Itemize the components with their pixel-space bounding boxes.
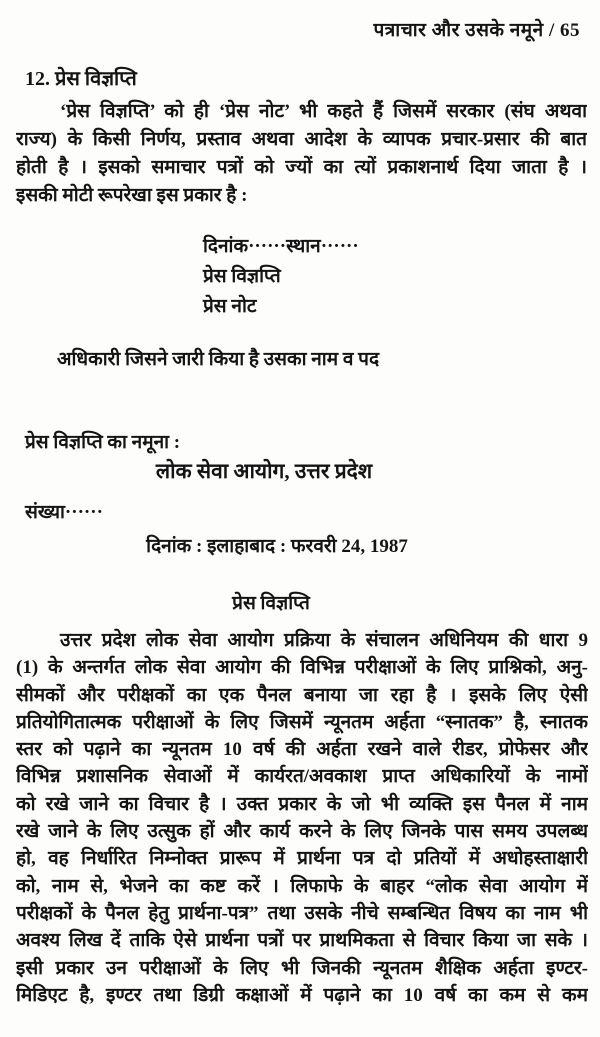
body-line: (1) के अन्तर्गत लोक सेवा आयोग की विभिन्न परीक्षाओं के लिए प्राश्निको, अनु- [16, 657, 588, 679]
body-line: हो, वह निर्धारित निम्नोक्त प्रारूप में प्रार्थना पत्र दो प्रतियों में अधोहस्ताक्षारी [16, 848, 588, 870]
number-line: संख्या······ [25, 502, 103, 523]
body-line: विभिन्न प्रशासनिक सेवाओं में कार्यरत/अवकाश प्राप्त अधिकारियों के नामों [16, 766, 588, 788]
officer-name-line: अधिकारी जिसने जारी किया है उसका नाम व पद [57, 349, 380, 370]
body-line: मिडिएट है, इण्टर तथा डिग्री कक्षाओं में पढ़ाने का 10 वर्ष का कम से कम [16, 984, 588, 1006]
body-line: सीमकों और परीक्षकों का एक पैनल बनाया जा रहा है । इसके लिए ऐसी [16, 684, 588, 706]
intro-line: होती है । इसको समाचार पत्रों को ज्यों का त्यों प्रकाशनार्थ दिया जाता है । [16, 157, 587, 178]
organization-title: लोक सेवा आयोग, उत्तर प्रदेश [155, 459, 373, 483]
body-line: उत्तर प्रदेश लोक सेवा आयोग प्रक्रिया के संचालन अधिनियम की धारा 9 [60, 630, 588, 651]
body-line: प्रतियोगितात्मक परीक्षाओं के लिए जिसमें न्यूनतम अर्हता “स्नातक” है, स्नातक [16, 711, 588, 733]
outline-line-press-note: प्रेस नोट [203, 296, 257, 317]
body-line: इसी प्रकार उन परीक्षाओं के लिए भी जिनकी न्यूनतम शैक्षिक अर्हता इण्टर- [16, 957, 588, 979]
intro-line: राज्य) के किसी निर्णय, प्रस्ताव अथवा आदेश के व्यापक प्रचार-प्रसार की बात [16, 129, 587, 150]
body-line: को, नाम से, भेजने का कष्ट करें । लिफाफे के बाहर “लोक सेवा आयोग में [16, 875, 588, 897]
outline-line-press-vigyapti: प्रेस विज्ञप्ति [203, 266, 281, 287]
outline-line-date-place: दिनांक······स्थान······ [203, 236, 359, 257]
body-line: रखे जाने के लिए उत्सुक हों और कार्य करने के लिए जिनके पास समय उपलब्ध [16, 821, 588, 843]
body-line: अवश्य लिख दें ताकि ऐसे प्रार्थना पत्रों पर प्राथमिकता से विचार किया जा सके । [16, 930, 588, 952]
press-release-body [16, 627, 588, 1009]
intro-line: इसकी मोटी रूपरेखा इस प्रकार है : [16, 185, 248, 206]
sample-label: प्रेस विज्ञप्ति का नमूना : [25, 432, 181, 453]
page-header: पत्राचार और उसके नमूने / 65 [373, 20, 580, 41]
body-line: स्तर को पढ़ाने का न्यूनतम 10 वर्ष की अर्हता रखने वाले रीडर, प्रोफेसर और [16, 739, 588, 761]
section-heading: 12. प्रेस विज्ञप्ति [25, 68, 137, 90]
intro-paragraph [16, 98, 587, 210]
body-line: परीक्षकों के पैनल हेतु प्रार्थना-पत्र” तथा उसके नीचे सम्बन्धित विषय का नाम भी [16, 902, 588, 924]
press-release-heading: प्रेस विज्ञप्ति [232, 593, 310, 614]
date-place-line: दिनांक : इलाहाबाद : फरवरी 24, 1987 [146, 536, 408, 557]
intro-line: ‘प्रेस विज्ञप्ति’ को ही ‘प्रेस नोट’ भी कहते हैं जिसमें सरकार (संघ अथवा [60, 101, 587, 122]
press-release-outline [203, 232, 359, 322]
body-line: को रखे जाने का विचार है । उक्त प्रकार के जो भी व्यक्ति इस पैनल में नाम [16, 793, 588, 815]
